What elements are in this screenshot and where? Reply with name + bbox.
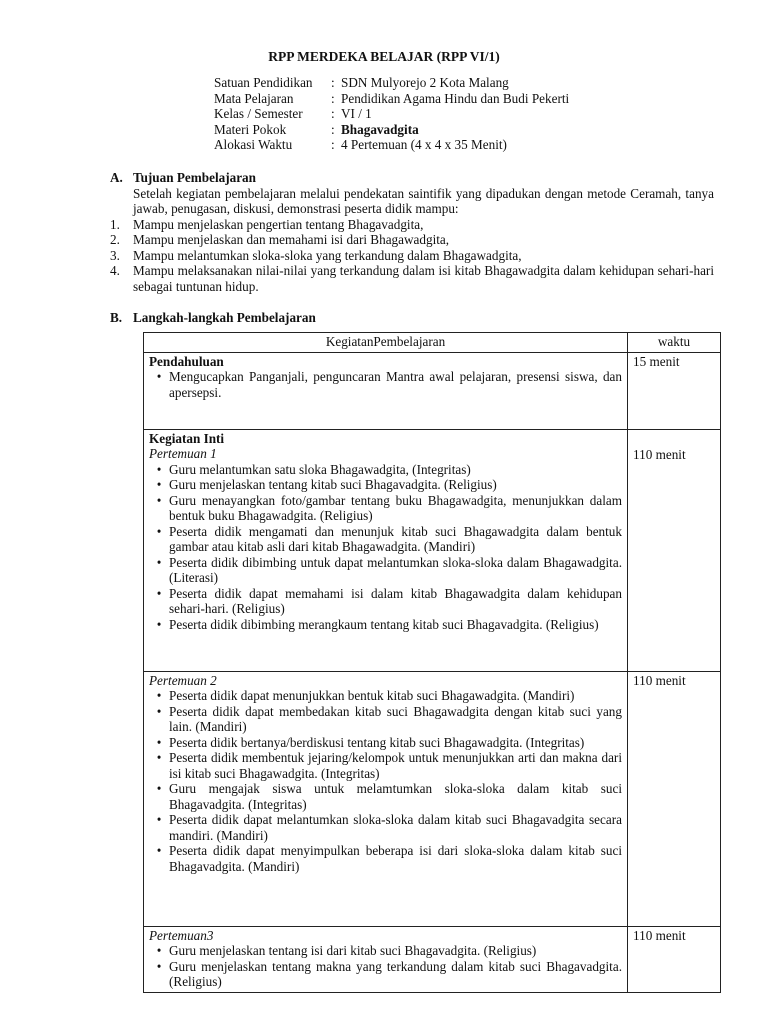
section-a-title: Tujuan Pembelajaran [133, 170, 256, 185]
list-text: Peserta didik membentuk jejaring/kelompok untuk menunjukkan arti dan makna dari isi kitab suci Bhagawadgita. (Integritas) [169, 750, 622, 781]
section-b [110, 310, 316, 326]
list-item [149, 617, 622, 633]
bullet-icon: • [156, 492, 162, 508]
list-item [149, 812, 622, 843]
pertemuan-1-time-value: 110 menit [633, 446, 686, 462]
list-text: Guru menjelaskan tentang isi dari kitab suci Bhagavadgita. (Religius) [169, 943, 537, 958]
list-item [149, 477, 622, 493]
list-number: 2. [110, 232, 120, 247]
meta-row [214, 137, 569, 153]
list-text: Peserta didik mengamati dan menunjuk kitab suci Bhagawadgita dalam bentuk gambar atau kitab asli dari kitab Bhagawadgita. (Mandiri) [169, 523, 622, 554]
bullet-icon: • [156, 703, 162, 719]
list-text: Peserta didik dibimbing merangkaum tentang kitab suci Bhagavadgita. (Religius) [169, 616, 599, 632]
list-text: Mampu melantumkan sloka-sloka yang terkandung dalam Bhagawadgita, [133, 247, 522, 263]
table-row [144, 429, 721, 671]
pertemuan-3-list [149, 943, 622, 990]
list-number: 4. [110, 263, 120, 278]
pertemuan-2-list [149, 688, 622, 874]
table-header-row [144, 333, 721, 353]
pendahuluan-cell [144, 352, 628, 429]
bullet-icon: • [156, 750, 162, 765]
meta-value: Pendidikan Agama Hindu dan Budi Pekerti [341, 90, 570, 106]
meta-value: SDN Mulyorejo 2 Kota Malang [341, 75, 509, 90]
bullet-icon: • [156, 554, 162, 570]
list-text: Guru menjelaskan tentang makna yang terkandung dalam kitab suci Bhagavadgita. (Religius) [169, 958, 622, 989]
pertemuan-3-label: Pertemuan3 [149, 927, 214, 943]
section-a-intro: Setelah kegiatan pembelajaran melalui pendekatan saintifik yang dipadukan dengan metode Ceramah, tanya jawab, penugasan, diskusi, demonstrasi peserta didik mampu: [133, 185, 714, 216]
bullet-icon: • [156, 958, 162, 974]
section-b-heading [110, 310, 316, 326]
list-number: 1. [110, 216, 120, 232]
bullet-icon: • [156, 843, 162, 858]
list-text: Peserta didik dapat membedakan kitab suci Bhagawadgita dengan kitab suci yang lain. (Mandiri) [169, 703, 622, 734]
inti-p1-cell [144, 429, 628, 671]
list-item [149, 524, 622, 555]
list-text: Peserta didik bertanya/berdiskusi tentang kitab suci Bhagawadgita. (Integritas) [169, 734, 585, 750]
bullet-icon: • [156, 616, 162, 632]
table-row [144, 671, 721, 926]
meta-row [214, 122, 569, 138]
list-text: Peserta didik dibimbing untuk dapat melantumkan sloka-sloka dalam Bhagawadgita. (Literasi) [169, 554, 622, 585]
meta-row [214, 91, 569, 107]
bullet-icon: • [156, 461, 162, 477]
bullet-icon: • [156, 734, 162, 750]
list-text: Mengucapkan Panganjali, penguncaran Mantra awal pelajaran, presensi siswa, dan apersepsi. [169, 369, 622, 400]
list-item [149, 688, 622, 704]
list-item [149, 781, 622, 812]
meta-key: Alokasi Waktu [214, 137, 293, 152]
list-item [110, 232, 714, 248]
pendahuluan-list [149, 369, 622, 400]
bullet-icon: • [156, 781, 162, 796]
list-item [149, 959, 622, 990]
section-b-letter: B. [110, 310, 123, 325]
list-item [149, 704, 622, 735]
header-time: waktu [628, 333, 721, 353]
list-text: Guru mengajak siswa untuk melamtumkan sloka-sloka dalam kitab suci Bhagavadgita. (Integritas) [169, 781, 622, 812]
pertemuan-3-time: 110 menit [628, 926, 721, 992]
meta-separator: : [331, 90, 335, 106]
meta-key: Mata Pelajaran [214, 90, 294, 106]
list-text: Mampu menjelaskan pengertian tentang Bhagavadgita, [133, 216, 424, 232]
meta-value: Bhagavadgita [341, 121, 419, 137]
inti-p2-cell [144, 671, 628, 926]
list-item [110, 248, 714, 264]
list-item [149, 555, 622, 586]
header-activity: KegiatanPembelajaran [144, 333, 628, 353]
list-item [149, 735, 622, 751]
list-text: Mampu menjelaskan dan memahami isi dari Bhagawadgita, [133, 232, 450, 247]
table-row [144, 352, 721, 429]
bullet-icon: • [156, 523, 162, 539]
list-item [149, 843, 622, 874]
list-item [149, 586, 622, 617]
list-text: Guru menjelaskan tentang kitab suci Bhagavadgita. (Religius) [169, 477, 497, 492]
meta-separator: : [331, 137, 335, 152]
pertemuan-1-label: Pertemuan 1 [149, 446, 217, 461]
bullet-icon: • [156, 369, 162, 384]
list-text: Peserta didik dapat menunjukkan bentuk kitab suci Bhagawadgita. (Mandiri) [169, 688, 575, 703]
table-row [144, 926, 721, 992]
list-item [110, 217, 714, 233]
list-number: 3. [110, 247, 120, 263]
list-text: Peserta didik dapat memahami isi dalam kitab Bhagawadgita dalam kehidupan sehari-hari. (Religius) [169, 585, 622, 616]
meta-key: Kelas / Semester [214, 106, 303, 121]
meta-separator: : [331, 121, 335, 137]
meta-value: 4 Pertemuan (4 x 4 x 35 Menit) [341, 137, 507, 152]
objectives-list [110, 217, 714, 295]
list-item [110, 263, 714, 294]
pertemuan-2-time: 110 menit [628, 671, 721, 926]
list-item [149, 369, 622, 400]
list-item [149, 750, 622, 781]
list-item [149, 462, 622, 478]
bullet-icon: • [156, 812, 162, 827]
list-text: Mampu melaksanakan nilai-nilai yang terkandung dalam isi kitab Bhagawadgita dalam kehidupan sehari-hari sebagai tuntunan hidup. [133, 263, 714, 294]
list-text: Peserta didik dapat melantumkan sloka-sloka dalam kitab suci Bhagavadgita secara mandiri. (Mandiri) [169, 812, 622, 843]
list-item [149, 493, 622, 524]
list-item [149, 943, 622, 959]
meta-value: VI / 1 [341, 106, 372, 121]
metadata-block [214, 75, 569, 153]
meta-key: Materi Pokok [214, 121, 287, 137]
pendahuluan-heading: Pendahuluan [149, 353, 224, 369]
bullet-icon: • [156, 585, 162, 601]
learning-steps-table [143, 332, 721, 993]
bullet-icon: • [156, 688, 162, 703]
inti-p3-cell [144, 926, 628, 992]
section-b-title: Langkah-langkah Pembelajaran [133, 310, 316, 325]
list-text: Guru menayangkan foto/gambar tentang buku Bhagawadgita, menunjukkan dalam bentuk buku Bhagawadgita. (Religius) [169, 492, 622, 523]
pendahuluan-time: 15 menit [628, 352, 721, 429]
meta-key: Satuan Pendidikan [214, 75, 313, 90]
bullet-icon: • [156, 477, 162, 492]
pertemuan-1-time [628, 429, 721, 671]
pertemuan-1-list [149, 462, 622, 633]
list-text: Guru melantumkan satu sloka Bhagawadgita, (Integritas) [169, 461, 471, 477]
pertemuan-2-label: Pertemuan 2 [149, 672, 217, 688]
section-a [110, 170, 714, 294]
bullet-icon: • [156, 943, 162, 958]
meta-row [214, 75, 569, 91]
meta-row [214, 106, 569, 122]
inti-heading: Kegiatan Inti [149, 430, 225, 446]
list-text: Peserta didik dapat menyimpulkan beberapa isi dari sloka-sloka dalam kitab suci Bhagavadgita. (Mandiri) [169, 843, 622, 874]
section-a-letter: A. [110, 170, 123, 185]
meta-separator: : [331, 75, 335, 90]
document-title: RPP MERDEKA BELAJAR (RPP VI/1) [268, 49, 500, 64]
section-a-heading [110, 170, 714, 186]
meta-separator: : [331, 106, 335, 121]
